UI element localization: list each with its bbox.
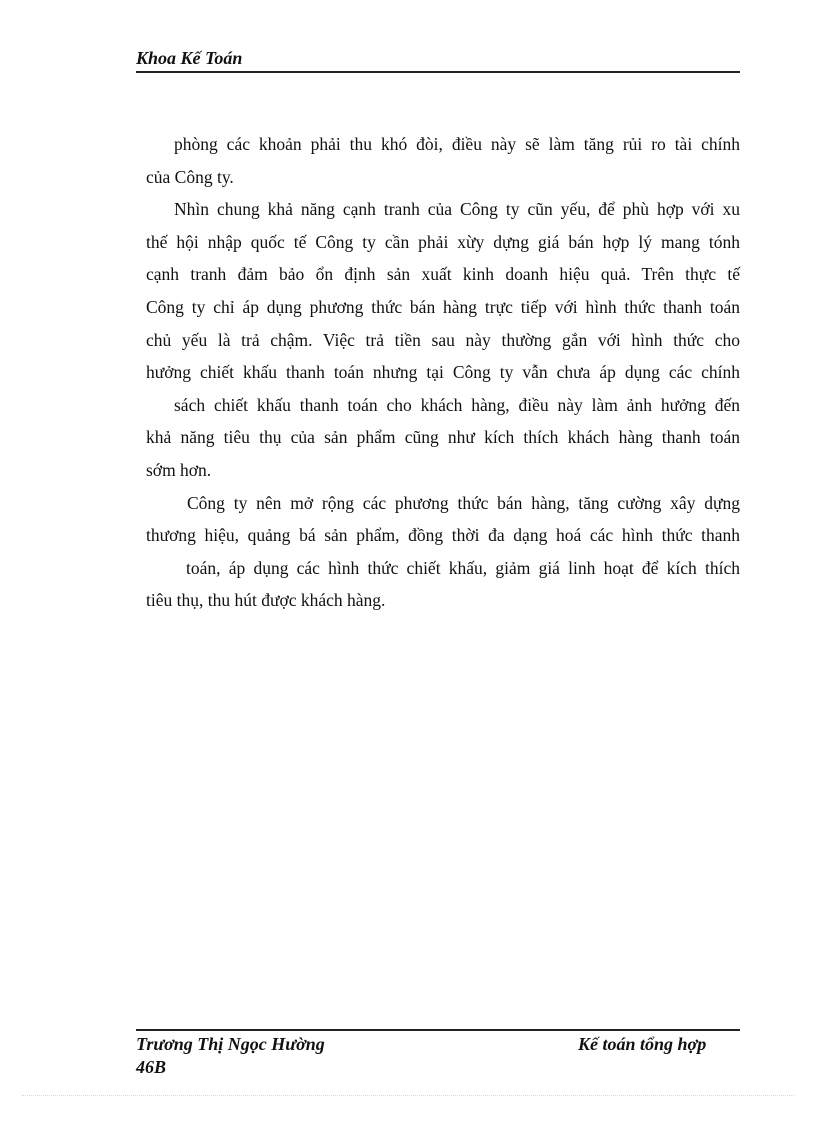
text-line: thế hội nhập quốc tế Công ty cần phải xừy dựng giá bán hợp lý mang tónh bbox=[146, 231, 740, 252]
text-line: Nhìn chung khả năng cạnh tranh của Công ty cũn yếu, để phù hợp với xu bbox=[174, 199, 740, 220]
text-line: phòng các khoản phải thu khó đòi, điều này sẽ làm tăng rủi ro tài chính bbox=[174, 134, 740, 154]
header-divider bbox=[136, 71, 740, 73]
text-line: chủ yếu là trả chậm. Việc trả tiền sau này thường gắn với hình thức cho bbox=[146, 329, 740, 350]
footer-class-code: 46B bbox=[136, 1057, 167, 1077]
footer-divider bbox=[136, 1029, 740, 1031]
page-bottom-dotted-line bbox=[22, 1095, 794, 1096]
text-line: hưởng chiết khấu thanh toán nhưng tại Công ty vẫn chưa áp dụng các chính bbox=[146, 362, 740, 383]
body-text bbox=[146, 128, 740, 617]
footer-author: Trương Thị Ngọc Hường bbox=[136, 1034, 325, 1054]
text-line: khả năng tiêu thụ của sản phẩm cũng như kích thích khách hàng thanh toán bbox=[146, 427, 740, 448]
footer-department: Kế toán tổng hợp bbox=[578, 1034, 707, 1054]
text-line: Công ty nên mở rộng các phương thức bán hàng, tăng cường xây dựng bbox=[187, 492, 740, 513]
text-line: của Công ty. bbox=[146, 166, 234, 187]
text-line: cạnh tranh đảm bảo ổn định sản xuất kinh doanh hiệu quả. Trên thực tế bbox=[146, 264, 740, 285]
text-line: sách chiết khấu thanh toán cho khách hàng, điều này làm ảnh hưởng đến bbox=[174, 394, 740, 415]
page-header-title: Khoa Kế Toán bbox=[136, 48, 243, 68]
text-line: toán, áp dụng các hình thức chiết khấu, giảm giá linh hoạt để kích thích bbox=[186, 557, 740, 578]
text-line: thương hiệu, quảng bá sản phẩm, đồng thời đa dạng hoá các hình thức thanh bbox=[146, 525, 740, 546]
text-line: Công ty chỉ áp dụng phương thức bán hàng trực tiếp với hình thức thanh toán bbox=[146, 296, 740, 317]
text-line: tiêu thụ, thu hút được khách hàng. bbox=[146, 590, 386, 611]
text-line: sớm hơn. bbox=[146, 459, 212, 480]
